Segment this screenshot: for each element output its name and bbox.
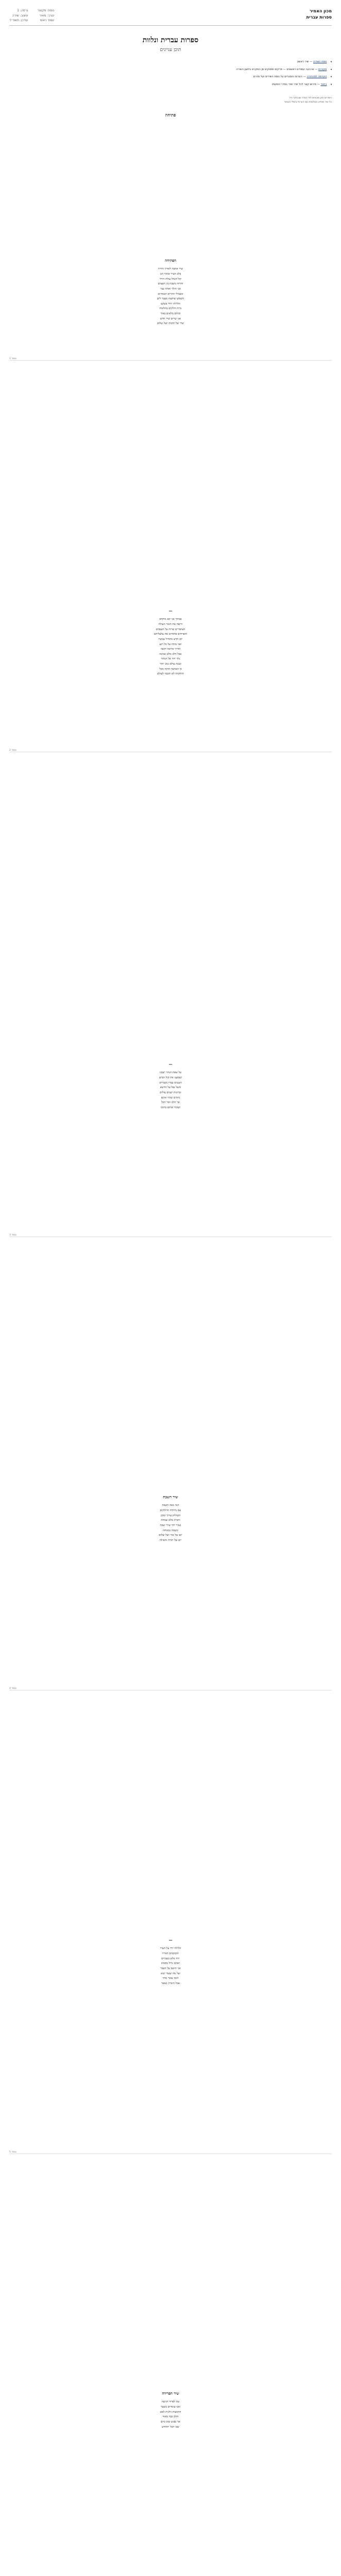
poem-title: שיר הפרידה — [162, 2391, 179, 2396]
poem-section — [9, 2391, 332, 2576]
poem-line: בבוקר אני קם מוקדם — [159, 618, 182, 621]
poem-line: הדרך ארוכה וקשה — [160, 648, 181, 651]
poem-line: והרוח נושבת בין העצים — [158, 282, 183, 286]
bullet-arrow-icon: ◂ — [330, 83, 332, 87]
poem-title: שיר השבת — [163, 1495, 178, 1499]
poem — [9, 1494, 332, 1543]
toc-item-lead[interactable]: מקורות — [318, 67, 327, 71]
meta-item: גרסה: 1 — [17, 9, 28, 12]
poem-line: בשבילי ההרים הגבוהים — [158, 292, 183, 296]
page-divider — [9, 1236, 332, 1237]
note-line: השירים כאן מובאים לפי הסדר שבכתבי היד — [289, 97, 332, 100]
poem-line: אבל הזכרון נשאר — [161, 1981, 180, 1985]
meta-item: עורך: מאיר — [39, 13, 55, 18]
poem-line: ואני מודה על כל רגע — [159, 642, 182, 646]
poem-line: זכרונות ישנים עולים — [160, 1091, 181, 1094]
poem-line: השמש שוקעת מעבר לים — [157, 297, 184, 301]
poem-title: — — [168, 1062, 173, 1066]
poem-section — [9, 258, 332, 361]
poem-section — [9, 608, 332, 752]
poem-line: אני חושב על העבר — [160, 1967, 181, 1970]
poem-line: הלילה ירד על העיר — [160, 1947, 181, 1951]
poem-line: שיר אהבה לאורך הדרך — [158, 267, 183, 271]
poem-line: נרות דולקים בחלונות — [159, 307, 182, 311]
poem-line: ושומר אותם בתוכו — [160, 1106, 181, 1109]
page-title: ספרות עברית ונלוות — [142, 36, 199, 44]
poem-line: העננים עברו בשמיים — [159, 1081, 182, 1084]
page-header — [9, 0, 332, 23]
page-number: עמוד 2 — [9, 749, 17, 752]
poem-line: והפרחים פותחים את עלעליהם — [154, 633, 187, 636]
poem-line: והלב כבד מאוד — [162, 2415, 179, 2419]
poem-line: הדמעות זולגות לאט — [160, 2410, 181, 2414]
poem-line: ואנו עומדים בשער — [160, 2405, 181, 2409]
poem-section — [9, 1937, 332, 2154]
poem-line: שבו הכל יתחדש — [162, 2425, 179, 2429]
bullet-arrow-icon: ◂ — [330, 67, 332, 71]
poem-line: עם נרותיה הדולקים — [160, 1509, 181, 1513]
poem-line: הנה באה השבת — [162, 1504, 179, 1507]
toc-item-text: הערות והסברים על נוסח השירים ועל סדרם — [253, 75, 302, 79]
meta-item[interactable]: עמוד ראשי — [40, 19, 55, 23]
toc-item-text: שיר ראשון — [297, 60, 309, 63]
poem-line: אך נפגש שוב ביום — [161, 2420, 180, 2424]
header-meta — [9, 8, 54, 23]
poem-line: מימים שהיו ואינם — [161, 1096, 180, 1099]
page-number: עמוד 5 — [9, 2151, 17, 2154]
poem-line: אני הולך ואתה עמי — [160, 287, 181, 291]
toc-item[interactable]: ◂ הקדמה למהדורה — הערות והסברים על נוסח השירים ועל סדרם — [253, 75, 332, 79]
section-label: פתיחה — [165, 112, 176, 117]
poem-line: נשיר יחד שירי שבת — [160, 1523, 181, 1527]
poem-line: עת לפרוד הגיעה — [161, 2400, 180, 2404]
intro-notes — [9, 96, 332, 104]
poem-line: ועל מה שעוד יבוא — [161, 1972, 180, 1975]
poem-line: יום חדש מתחיל עכשיו — [158, 637, 183, 641]
poem-line: והתקווה לא תכבה לעולם — [157, 672, 184, 676]
poem-line: הזמן עובר מהר — [162, 1977, 179, 1980]
site-subtitle: ספרות עברית — [306, 15, 332, 20]
poem-line: ונבנה עולם טוב יותר — [159, 662, 181, 666]
page-number: עמוד 1 — [9, 357, 17, 360]
poem-line: אנו שרים שיר חדש — [160, 317, 181, 320]
toc-item-text: ארבעה עמודים ראשונים — פרקים ופסוקים מן המקרא בלשון השירה — [236, 67, 314, 71]
poem-line: כי האהבה חזקה מכל — [159, 667, 182, 671]
poem-line: נלך יחד אל המחר — [161, 657, 180, 661]
poem-section — [9, 1061, 332, 1237]
poem-line: ירח מלא בשמיים — [161, 1957, 180, 1960]
poem-line: על שפת הנהר ישבנו — [159, 1071, 182, 1075]
poem-title: — — [168, 1938, 173, 1942]
poem — [9, 2391, 332, 2430]
meta-item: נוסח: מקוצר — [37, 9, 55, 12]
toc-item-text: פירוש קצר לכל שיר ושיר בסדר הופעתו — [272, 83, 316, 87]
toc-item-lead[interactable]: הקדמה למהדורה — [306, 75, 327, 79]
site-title-block — [306, 8, 332, 23]
page-divider — [9, 357, 332, 361]
poem-title: הפתיחה — [164, 258, 177, 263]
page-subtitle: תוכן עניינים — [160, 47, 181, 53]
poem-line: קול הנחל עולה ויורד — [160, 277, 181, 281]
poem-line: והכוכבים האירו — [162, 1952, 179, 1956]
poem-line: והבית מלא שמחה — [161, 1519, 180, 1522]
poem-line: והלילה יורד בשקט — [160, 302, 181, 306]
poem — [9, 1937, 332, 1986]
toc-item[interactable]: ◂ ביאור — פירוש קצר לכל שיר ושיר בסדר הופעתו — [272, 83, 332, 87]
toc-item[interactable]: ◂ מקורות — ארבעה עמודים ראשונים — פרקים ופסוקים מן המקרא בלשון השירה — [236, 67, 332, 71]
bullet-arrow-icon: ◂ — [330, 60, 332, 63]
bullet-arrow-icon: ◂ — [330, 75, 332, 79]
poem-line: הציפורים שרות על הענפים — [156, 628, 185, 631]
header-divider — [9, 25, 332, 26]
poem-section — [9, 1494, 332, 1690]
poem-line: אבל הלב מלא אמונה — [159, 652, 182, 656]
poem-line: ורואה את האור העולה — [158, 623, 183, 626]
poem-line: השולחן ערוך ומוכן — [160, 1514, 181, 1517]
poem-line: שיר של תקווה ושל שלום — [157, 322, 184, 326]
poem-line: ושקט גדול מסביב — [161, 1962, 180, 1965]
toc — [9, 60, 332, 87]
poem — [9, 1061, 332, 1110]
poem — [9, 608, 332, 677]
page-number: עמוד 3 — [9, 1234, 17, 1237]
poem-title: — — [168, 608, 173, 613]
site-title[interactable]: מכון האמיר — [310, 9, 332, 13]
note-line: כל שיר מופיע בשלמותו עם הערות בשולי העמוד — [284, 100, 332, 104]
toc-item[interactable]: ◂ נוסח השירה — שיר ראשון — [297, 60, 332, 63]
poem-line: יום של אור ושל שלום — [159, 1534, 182, 1537]
poem — [9, 258, 332, 327]
poem-line: יום של תורה ותפילה — [159, 1538, 182, 1542]
poem-line: והצל נפל על הדשא — [160, 1086, 181, 1090]
meta-item: עודכן: תשפ״ד — [9, 19, 28, 23]
page-number: עמוד 4 — [9, 1687, 17, 1690]
poem-line: אך הלב זוכר הכל — [161, 1101, 180, 1105]
toc-item-lead[interactable]: נוסח השירה — [313, 60, 327, 63]
poem-line: ושמענו את קול המים — [159, 1076, 182, 1080]
meta-item: עיצוב: שירה — [12, 13, 28, 18]
poem-line: בלב העיר ובתוך הגן — [160, 273, 181, 276]
toc-item-lead[interactable]: ביאור — [320, 83, 327, 87]
poem-line: ונשמח במנוחה — [162, 1529, 179, 1532]
poem-line: ובתים מלאים באור — [160, 312, 181, 315]
